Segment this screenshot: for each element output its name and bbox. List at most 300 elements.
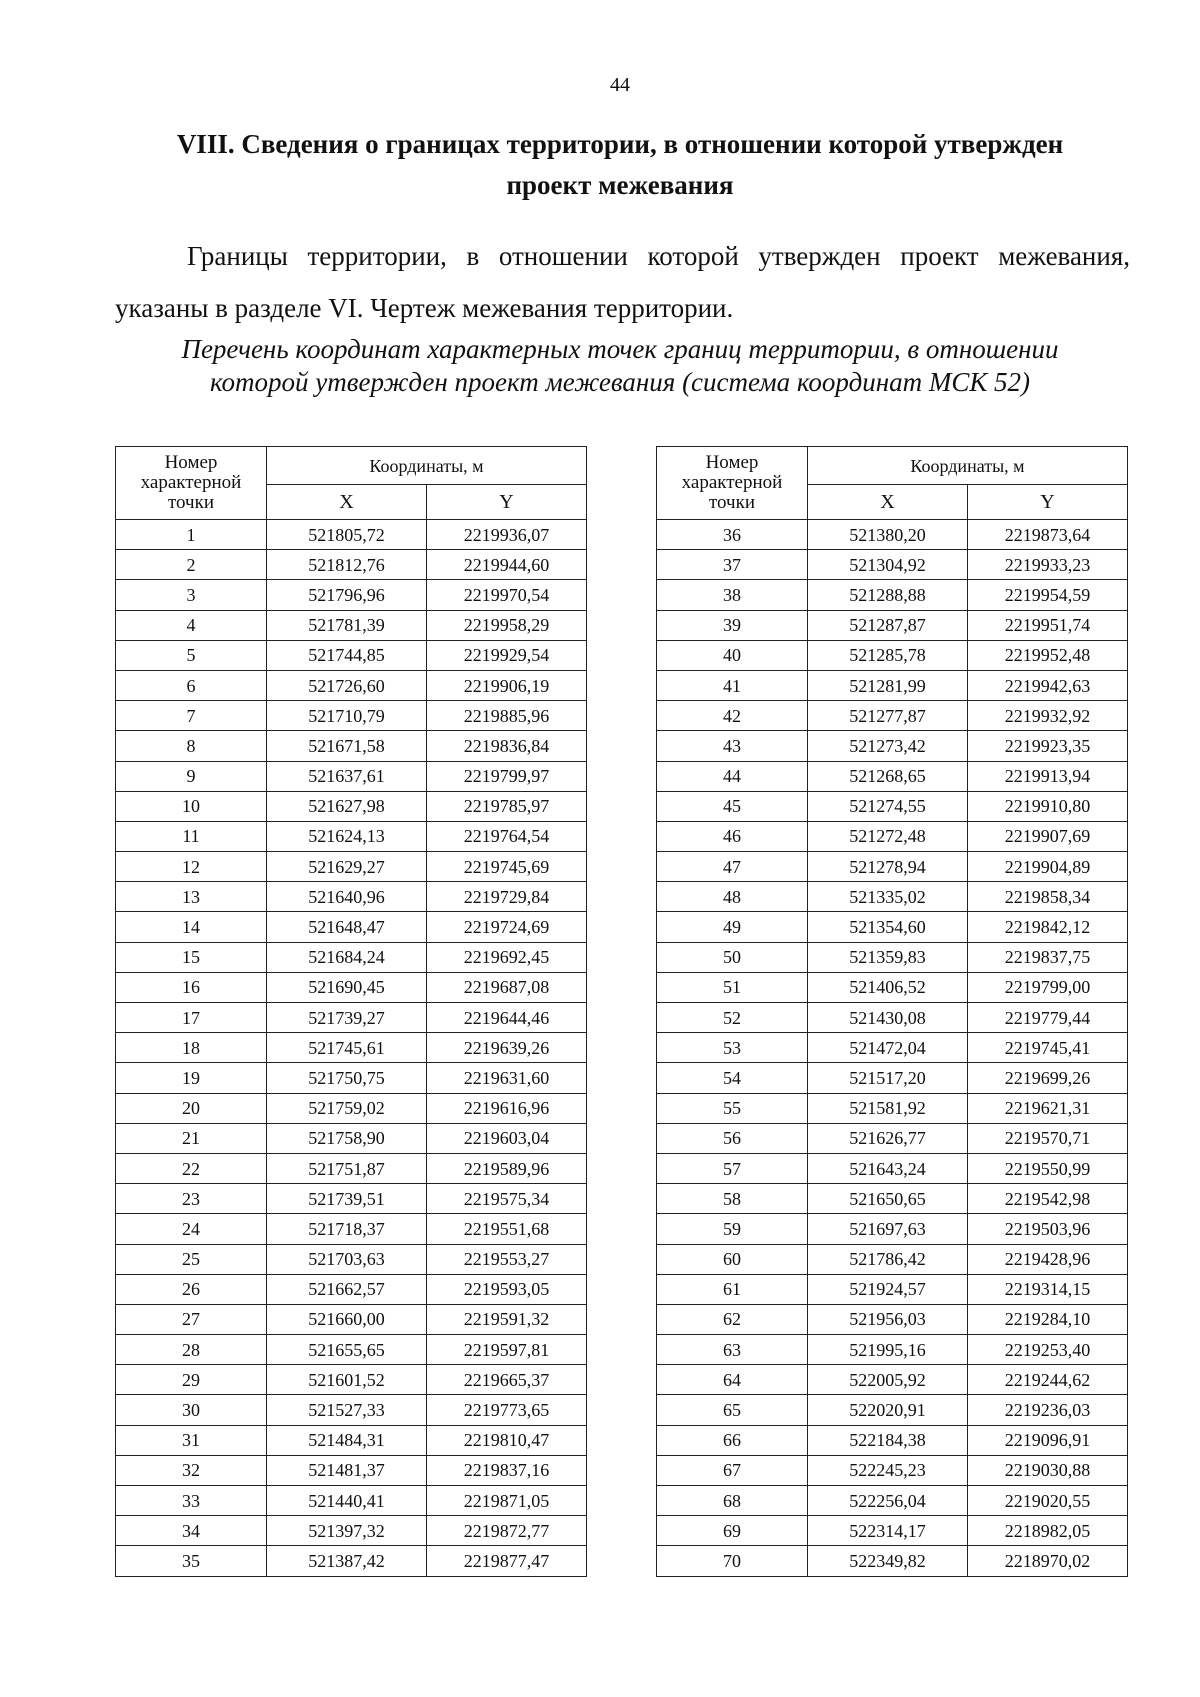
x-coordinate-cell: 521956,03 xyxy=(808,1304,968,1334)
x-coordinate-cell: 521626,77 xyxy=(808,1123,968,1153)
table-row xyxy=(116,1455,587,1485)
table-row xyxy=(657,1516,1128,1546)
y-coordinate-cell: 2219764,54 xyxy=(427,821,587,851)
y-coordinate-cell: 2219284,10 xyxy=(968,1304,1128,1334)
y-coordinate-cell: 2219244,62 xyxy=(968,1365,1128,1395)
x-coordinate-cell: 521273,42 xyxy=(808,731,968,761)
point-number-cell: 13 xyxy=(116,882,267,912)
point-number-cell: 4 xyxy=(116,610,267,640)
table-row xyxy=(116,942,587,972)
point-number-cell: 2 xyxy=(116,550,267,580)
point-number-cell: 64 xyxy=(657,1365,808,1395)
coordinates-header: Координаты, м xyxy=(808,447,1128,485)
point-number-cell: 6 xyxy=(116,670,267,700)
table-row xyxy=(657,942,1128,972)
point-number-cell: 10 xyxy=(116,791,267,821)
x-coordinate-cell: 521472,04 xyxy=(808,1033,968,1063)
point-number-cell: 55 xyxy=(657,1093,808,1123)
y-coordinate-cell: 2219913,94 xyxy=(968,761,1128,791)
table-row xyxy=(657,1033,1128,1063)
point-number-cell: 50 xyxy=(657,942,808,972)
x-coordinate-cell: 522184,38 xyxy=(808,1425,968,1455)
table-row xyxy=(116,1486,587,1516)
point-number-cell: 12 xyxy=(116,852,267,882)
y-coordinate-cell: 2219597,81 xyxy=(427,1335,587,1365)
point-number-cell: 40 xyxy=(657,640,808,670)
x-coordinate-cell: 521406,52 xyxy=(808,972,968,1002)
y-coordinate-cell: 2219933,23 xyxy=(968,550,1128,580)
point-number-cell: 35 xyxy=(116,1546,267,1576)
point-number-cell: 28 xyxy=(116,1335,267,1365)
point-number-cell: 24 xyxy=(116,1214,267,1244)
x-coordinate-cell: 521288,88 xyxy=(808,580,968,610)
table-row xyxy=(657,821,1128,851)
y-coordinate-cell: 2219904,89 xyxy=(968,852,1128,882)
x-coordinate-cell: 521278,94 xyxy=(808,852,968,882)
x-coordinate-cell: 521643,24 xyxy=(808,1153,968,1183)
x-coordinate-cell: 521640,96 xyxy=(267,882,427,912)
table-row xyxy=(116,761,587,791)
table-row xyxy=(116,1244,587,1274)
table-row xyxy=(657,610,1128,640)
y-coordinate-cell: 2219631,60 xyxy=(427,1063,587,1093)
x-coordinate-cell: 522005,92 xyxy=(808,1365,968,1395)
table-row xyxy=(657,1455,1128,1485)
point-number-cell: 45 xyxy=(657,791,808,821)
x-coordinate-cell: 522020,91 xyxy=(808,1395,968,1425)
table-row xyxy=(657,1274,1128,1304)
point-number-cell: 36 xyxy=(657,520,808,550)
table-row xyxy=(116,1184,587,1214)
y-coordinate-cell: 2219936,07 xyxy=(427,520,587,550)
point-number-cell: 54 xyxy=(657,1063,808,1093)
x-coordinate-cell: 521805,72 xyxy=(267,520,427,550)
y-coordinate-cell: 2219929,54 xyxy=(427,640,587,670)
y-coordinate-cell: 2219503,96 xyxy=(968,1214,1128,1244)
table-row xyxy=(116,1516,587,1546)
table-row xyxy=(657,791,1128,821)
y-coordinate-cell: 2219872,77 xyxy=(427,1516,587,1546)
y-coordinate-cell: 2219858,34 xyxy=(968,882,1128,912)
point-number-cell: 19 xyxy=(116,1063,267,1093)
table-row xyxy=(116,1033,587,1063)
table-row xyxy=(116,1425,587,1455)
y-coordinate-cell: 2219616,96 xyxy=(427,1093,587,1123)
table-row xyxy=(657,640,1128,670)
point-number-cell: 34 xyxy=(116,1516,267,1546)
table-row xyxy=(116,520,587,550)
table-row xyxy=(116,1093,587,1123)
section-heading-line-2: проект межевания xyxy=(506,170,734,200)
y-coordinate-cell: 2219096,91 xyxy=(968,1425,1128,1455)
x-coordinate-cell: 521629,27 xyxy=(267,852,427,882)
point-number-cell: 14 xyxy=(116,912,267,942)
y-coordinate-cell: 2219837,16 xyxy=(427,1455,587,1485)
y-coordinate-cell: 2219551,68 xyxy=(427,1214,587,1244)
y-coordinate-cell: 2219877,47 xyxy=(427,1546,587,1576)
table-row xyxy=(657,701,1128,731)
y-coordinate-cell: 2219779,44 xyxy=(968,1003,1128,1033)
x-column-header: X xyxy=(267,485,427,520)
table-row xyxy=(116,1003,587,1033)
point-number-cell: 37 xyxy=(657,550,808,580)
point-number-cell: 59 xyxy=(657,1214,808,1244)
table-caption-line-1: Перечень координат характерных точек границ территории, в отношении xyxy=(181,334,1059,364)
table-row xyxy=(116,701,587,731)
y-coordinate-cell: 2219910,80 xyxy=(968,791,1128,821)
x-coordinate-cell: 521281,99 xyxy=(808,670,968,700)
y-coordinate-cell: 2219593,05 xyxy=(427,1274,587,1304)
x-coordinate-cell: 521637,61 xyxy=(267,761,427,791)
point-number-cell: 46 xyxy=(657,821,808,851)
x-coordinate-cell: 521484,31 xyxy=(267,1425,427,1455)
x-coordinate-cell: 522314,17 xyxy=(808,1516,968,1546)
x-coordinate-cell: 521759,02 xyxy=(267,1093,427,1123)
point-number-cell: 41 xyxy=(657,670,808,700)
point-number-header-line-3: точки xyxy=(708,492,755,513)
table-row xyxy=(116,1304,587,1334)
table-row xyxy=(657,1214,1128,1244)
table-row xyxy=(116,610,587,640)
point-number-cell: 47 xyxy=(657,852,808,882)
table-caption-line-2: которой утвержден проект межевания (система координат МСК 52) xyxy=(209,367,1031,397)
x-coordinate-cell: 521786,42 xyxy=(808,1244,968,1274)
y-coordinate-cell: 2219020,55 xyxy=(968,1486,1128,1516)
body-paragraph xyxy=(115,230,1130,334)
table-row xyxy=(657,1153,1128,1183)
body-paragraph-line-2: указаны в разделе VI. Чертеж межевания территории. xyxy=(115,293,734,323)
point-number-cell: 48 xyxy=(657,882,808,912)
y-coordinate-cell: 2219639,26 xyxy=(427,1033,587,1063)
point-number-cell: 56 xyxy=(657,1123,808,1153)
table-row xyxy=(116,580,587,610)
point-number-cell: 11 xyxy=(116,821,267,851)
x-coordinate-cell: 521624,13 xyxy=(267,821,427,851)
x-coordinate-cell: 521380,20 xyxy=(808,520,968,550)
table-row xyxy=(116,731,587,761)
x-coordinate-cell: 521671,58 xyxy=(267,731,427,761)
y-coordinate-cell: 2219745,69 xyxy=(427,852,587,882)
y-coordinate-cell: 2219944,60 xyxy=(427,550,587,580)
point-number-cell: 66 xyxy=(657,1425,808,1455)
x-coordinate-cell: 521285,78 xyxy=(808,640,968,670)
x-coordinate-cell: 521517,20 xyxy=(808,1063,968,1093)
coordinates-header: Координаты, м xyxy=(267,447,587,485)
y-coordinate-cell: 2219923,35 xyxy=(968,731,1128,761)
x-coordinate-cell: 521710,79 xyxy=(267,701,427,731)
point-number-cell: 42 xyxy=(657,701,808,731)
table-row xyxy=(116,1274,587,1304)
point-number-cell: 49 xyxy=(657,912,808,942)
y-coordinate-cell: 2219932,92 xyxy=(968,701,1128,731)
y-coordinate-cell: 2218982,05 xyxy=(968,1516,1128,1546)
y-coordinate-cell: 2219428,96 xyxy=(968,1244,1128,1274)
x-coordinate-cell: 521581,92 xyxy=(808,1093,968,1123)
x-coordinate-cell: 521751,87 xyxy=(267,1153,427,1183)
point-number-cell: 62 xyxy=(657,1304,808,1334)
page-number: 44 xyxy=(610,74,630,96)
x-coordinate-cell: 521796,96 xyxy=(267,580,427,610)
point-number-cell: 43 xyxy=(657,731,808,761)
table-row xyxy=(116,821,587,851)
x-coordinate-cell: 521430,08 xyxy=(808,1003,968,1033)
x-coordinate-cell: 521726,60 xyxy=(267,670,427,700)
y-column-header: Y xyxy=(968,485,1128,520)
x-coordinate-cell: 521812,76 xyxy=(267,550,427,580)
point-number-cell: 15 xyxy=(116,942,267,972)
point-number-cell: 31 xyxy=(116,1425,267,1455)
point-number-cell: 58 xyxy=(657,1184,808,1214)
x-coordinate-cell: 521287,87 xyxy=(808,610,968,640)
y-coordinate-cell: 2219570,71 xyxy=(968,1123,1128,1153)
x-coordinate-cell: 521745,61 xyxy=(267,1033,427,1063)
x-coordinate-cell: 521684,24 xyxy=(267,942,427,972)
x-coordinate-cell: 521272,48 xyxy=(808,821,968,851)
table-row xyxy=(116,550,587,580)
point-number-cell: 27 xyxy=(116,1304,267,1334)
y-coordinate-cell: 2219954,59 xyxy=(968,580,1128,610)
table-row xyxy=(116,1153,587,1183)
x-coordinate-cell: 521739,51 xyxy=(267,1184,427,1214)
table-row xyxy=(116,1365,587,1395)
y-coordinate-cell: 2219842,12 xyxy=(968,912,1128,942)
section-heading-line-1: VIII. Сведения о границах территории, в отношении которой утвержден xyxy=(176,129,1064,159)
table-row xyxy=(116,1063,587,1093)
table-row xyxy=(657,1244,1128,1274)
y-coordinate-cell: 2219729,84 xyxy=(427,882,587,912)
point-number-cell: 23 xyxy=(116,1184,267,1214)
y-coordinate-cell: 2219907,69 xyxy=(968,821,1128,851)
y-coordinate-cell: 2219810,47 xyxy=(427,1425,587,1455)
y-coordinate-cell: 2219873,64 xyxy=(968,520,1128,550)
y-coordinate-cell: 2219799,97 xyxy=(427,761,587,791)
x-coordinate-cell: 521354,60 xyxy=(808,912,968,942)
point-number-cell: 1 xyxy=(116,520,267,550)
point-number-cell: 20 xyxy=(116,1093,267,1123)
point-number-cell: 16 xyxy=(116,972,267,1002)
table-row xyxy=(657,1003,1128,1033)
point-number-cell: 18 xyxy=(116,1033,267,1063)
table-row xyxy=(116,972,587,1002)
y-coordinate-cell: 2219773,65 xyxy=(427,1395,587,1425)
x-coordinate-cell: 521277,87 xyxy=(808,701,968,731)
x-coordinate-cell: 521703,63 xyxy=(267,1244,427,1274)
x-coordinate-cell: 521268,65 xyxy=(808,761,968,791)
point-number-cell: 65 xyxy=(657,1395,808,1425)
y-coordinate-cell: 2219665,37 xyxy=(427,1365,587,1395)
x-coordinate-cell: 521739,27 xyxy=(267,1003,427,1033)
x-coordinate-cell: 521924,57 xyxy=(808,1274,968,1304)
table-row xyxy=(657,852,1128,882)
y-coordinate-cell: 2218970,02 xyxy=(968,1546,1128,1576)
point-number-cell: 57 xyxy=(657,1153,808,1183)
y-coordinate-cell: 2219745,41 xyxy=(968,1033,1128,1063)
y-coordinate-cell: 2219836,84 xyxy=(427,731,587,761)
table-row xyxy=(657,550,1128,580)
point-number-header-line-1: Номер xyxy=(164,452,218,473)
table-row xyxy=(657,1425,1128,1455)
table-row xyxy=(657,1365,1128,1395)
x-column-header: X xyxy=(808,485,968,520)
table-caption xyxy=(135,333,1105,399)
point-number-cell: 51 xyxy=(657,972,808,1002)
point-number-cell: 26 xyxy=(116,1274,267,1304)
coordinates-table-left xyxy=(115,446,587,1577)
x-coordinate-cell: 521335,02 xyxy=(808,882,968,912)
x-coordinate-cell: 521750,75 xyxy=(267,1063,427,1093)
point-number-cell: 3 xyxy=(116,580,267,610)
y-coordinate-cell: 2219885,96 xyxy=(427,701,587,731)
point-number-cell: 29 xyxy=(116,1365,267,1395)
point-number-cell: 9 xyxy=(116,761,267,791)
x-coordinate-cell: 521995,16 xyxy=(808,1335,968,1365)
table-row xyxy=(657,1304,1128,1334)
table-row xyxy=(116,640,587,670)
x-coordinate-cell: 521697,63 xyxy=(808,1214,968,1244)
section-heading xyxy=(120,124,1120,206)
x-coordinate-cell: 521781,39 xyxy=(267,610,427,640)
table-row xyxy=(116,852,587,882)
point-number-cell: 63 xyxy=(657,1335,808,1365)
y-coordinate-cell: 2219603,04 xyxy=(427,1123,587,1153)
y-coordinate-cell: 2219542,98 xyxy=(968,1184,1128,1214)
point-number-cell: 22 xyxy=(116,1153,267,1183)
table-row xyxy=(657,882,1128,912)
y-coordinate-cell: 2219621,31 xyxy=(968,1093,1128,1123)
y-coordinate-cell: 2219236,03 xyxy=(968,1395,1128,1425)
point-number-cell: 7 xyxy=(116,701,267,731)
x-coordinate-cell: 522245,23 xyxy=(808,1455,968,1485)
x-coordinate-cell: 521397,32 xyxy=(267,1516,427,1546)
point-number-cell: 33 xyxy=(116,1486,267,1516)
x-coordinate-cell: 521527,33 xyxy=(267,1395,427,1425)
body-paragraph-line-1: Границы территории, в отношении которой утвержден проект межевания, xyxy=(187,241,1130,271)
y-coordinate-cell: 2219906,19 xyxy=(427,670,587,700)
y-coordinate-cell: 2219314,15 xyxy=(968,1274,1128,1304)
x-coordinate-cell: 521662,57 xyxy=(267,1274,427,1304)
table-row xyxy=(657,972,1128,1002)
y-coordinate-cell: 2219591,32 xyxy=(427,1304,587,1334)
y-coordinate-cell: 2219837,75 xyxy=(968,942,1128,972)
y-coordinate-cell: 2219692,45 xyxy=(427,942,587,972)
point-number-cell: 61 xyxy=(657,1274,808,1304)
point-number-cell: 39 xyxy=(657,610,808,640)
table-row xyxy=(657,1486,1128,1516)
point-number-cell: 69 xyxy=(657,1516,808,1546)
point-number-cell: 8 xyxy=(116,731,267,761)
y-coordinate-cell: 2219687,08 xyxy=(427,972,587,1002)
x-coordinate-cell: 522256,04 xyxy=(808,1486,968,1516)
point-number-header-line-3: точки xyxy=(167,492,214,513)
point-number-header-line-1: Номер xyxy=(705,452,759,473)
x-coordinate-cell: 521655,65 xyxy=(267,1335,427,1365)
x-coordinate-cell: 521440,41 xyxy=(267,1486,427,1516)
x-coordinate-cell: 521481,37 xyxy=(267,1455,427,1485)
y-coordinate-cell: 2219799,00 xyxy=(968,972,1128,1002)
point-number-header xyxy=(657,447,808,520)
point-number-cell: 52 xyxy=(657,1003,808,1033)
table-row xyxy=(116,1123,587,1153)
coordinates-table-right xyxy=(656,446,1128,1577)
x-coordinate-cell: 521274,55 xyxy=(808,791,968,821)
point-number-cell: 60 xyxy=(657,1244,808,1274)
y-coordinate-cell: 2219699,26 xyxy=(968,1063,1128,1093)
table-row xyxy=(657,912,1128,942)
point-number-cell: 17 xyxy=(116,1003,267,1033)
y-column-header: Y xyxy=(427,485,587,520)
table-row xyxy=(657,1546,1128,1576)
y-coordinate-cell: 2219942,63 xyxy=(968,670,1128,700)
point-number-cell: 21 xyxy=(116,1123,267,1153)
table-row xyxy=(657,761,1128,791)
y-coordinate-cell: 2219550,99 xyxy=(968,1153,1128,1183)
table-row xyxy=(116,1395,587,1425)
y-coordinate-cell: 2219871,05 xyxy=(427,1486,587,1516)
y-coordinate-cell: 2219575,34 xyxy=(427,1184,587,1214)
table-row xyxy=(657,731,1128,761)
y-coordinate-cell: 2219253,40 xyxy=(968,1335,1128,1365)
table-row xyxy=(116,670,587,700)
table-row xyxy=(116,1335,587,1365)
x-coordinate-cell: 521650,65 xyxy=(808,1184,968,1214)
point-number-header-line-2: характерной xyxy=(140,472,242,493)
x-coordinate-cell: 521648,47 xyxy=(267,912,427,942)
point-number-header xyxy=(116,447,267,520)
x-coordinate-cell: 521627,98 xyxy=(267,791,427,821)
x-coordinate-cell: 521304,92 xyxy=(808,550,968,580)
x-coordinate-cell: 521359,83 xyxy=(808,942,968,972)
y-coordinate-cell: 2219644,46 xyxy=(427,1003,587,1033)
x-coordinate-cell: 521758,90 xyxy=(267,1123,427,1153)
table-row xyxy=(657,1123,1128,1153)
x-coordinate-cell: 521718,37 xyxy=(267,1214,427,1244)
x-coordinate-cell: 521660,00 xyxy=(267,1304,427,1334)
table-row xyxy=(657,1093,1128,1123)
table-row xyxy=(116,1546,587,1576)
x-coordinate-cell: 521601,52 xyxy=(267,1365,427,1395)
point-number-cell: 25 xyxy=(116,1244,267,1274)
y-coordinate-cell: 2219589,96 xyxy=(427,1153,587,1183)
point-number-cell: 5 xyxy=(116,640,267,670)
table-row xyxy=(657,520,1128,550)
y-coordinate-cell: 2219785,97 xyxy=(427,791,587,821)
table-row xyxy=(116,912,587,942)
x-coordinate-cell: 521387,42 xyxy=(267,1546,427,1576)
y-coordinate-cell: 2219958,29 xyxy=(427,610,587,640)
table-row xyxy=(657,1395,1128,1425)
point-number-header-line-2: характерной xyxy=(681,472,783,493)
table-row xyxy=(116,882,587,912)
point-number-cell: 38 xyxy=(657,580,808,610)
table-row xyxy=(657,670,1128,700)
x-coordinate-cell: 521690,45 xyxy=(267,972,427,1002)
y-coordinate-cell: 2219952,48 xyxy=(968,640,1128,670)
y-coordinate-cell: 2219553,27 xyxy=(427,1244,587,1274)
table-row xyxy=(657,1184,1128,1214)
table-row xyxy=(116,1214,587,1244)
point-number-cell: 53 xyxy=(657,1033,808,1063)
y-coordinate-cell: 2219951,74 xyxy=(968,610,1128,640)
x-coordinate-cell: 521744,85 xyxy=(267,640,427,670)
y-coordinate-cell: 2219030,88 xyxy=(968,1455,1128,1485)
point-number-cell: 70 xyxy=(657,1546,808,1576)
table-row xyxy=(657,1335,1128,1365)
point-number-cell: 30 xyxy=(116,1395,267,1425)
x-coordinate-cell: 522349,82 xyxy=(808,1546,968,1576)
y-coordinate-cell: 2219724,69 xyxy=(427,912,587,942)
point-number-cell: 44 xyxy=(657,761,808,791)
point-number-cell: 67 xyxy=(657,1455,808,1485)
